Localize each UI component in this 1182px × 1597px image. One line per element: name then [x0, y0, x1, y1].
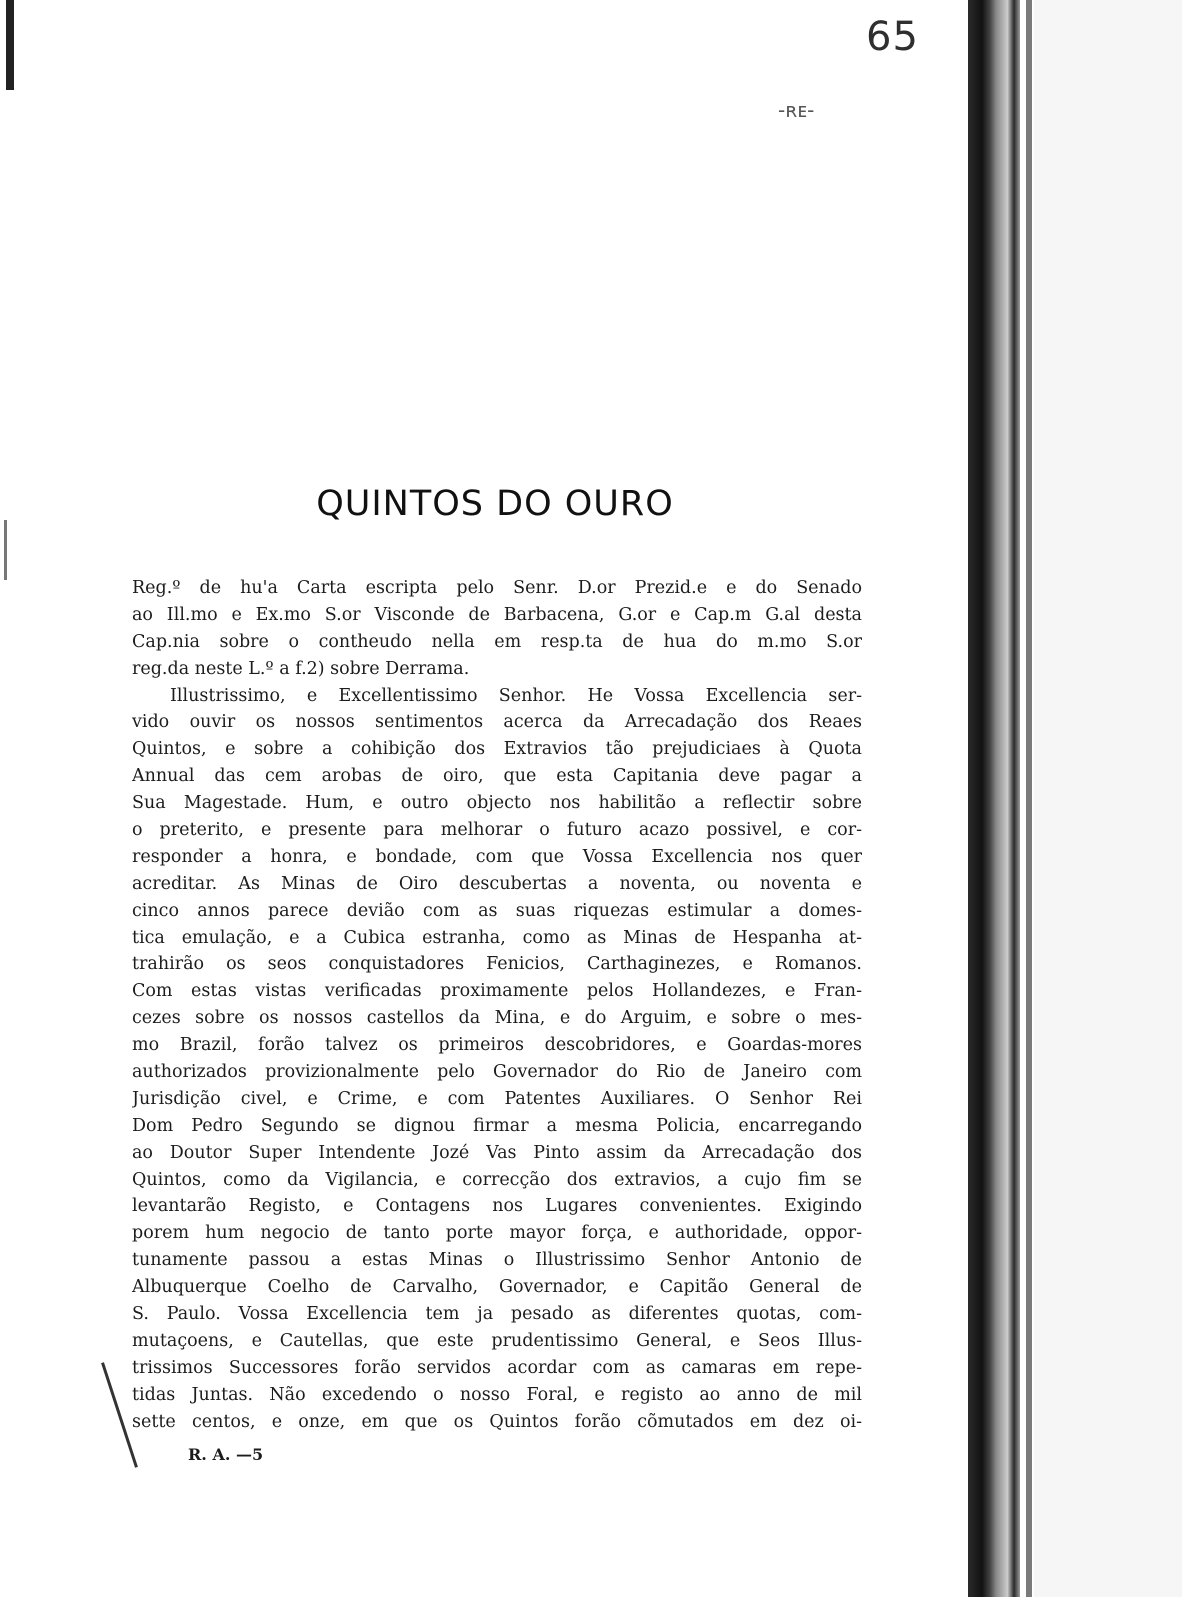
text-line: Albuquerque Coelho de Carvalho, Governador, e Capitão General de [132, 1277, 862, 1298]
text-line: trahirão os seos conquistadores Fenicios, Carthaginezes, e Romanos. [132, 954, 862, 975]
signature-mark: R. A. —5 [188, 1445, 264, 1464]
scan-edge-mark [4, 520, 7, 580]
text-line: ao Doutor Super Intendente Jozé Vas Pinto assim da Arrecadação dos [132, 1142, 862, 1163]
text-line: acreditar. As Minas de Oiro descubertas a noventa, ou noventa e [132, 873, 862, 894]
text-line: authorizados provizionalmente pelo Governador do Rio de Janeiro com [132, 1062, 862, 1083]
text-line: Com estas vistas verificadas proximamente pelos Hollandezes, e Fran- [132, 981, 862, 1002]
text-line: mutaçoens, e Cautellas, que este prudentissimo General, e Seos Illus- [132, 1330, 862, 1351]
text-line: cezes sobre os nossos castellos da Mina, e do Arguim, e sobre o mes- [132, 1008, 862, 1029]
text-line: ao Ill.mo e Ex.mo S.or Visconde de Barbacena, G.or e Cap.m G.al desta [132, 604, 862, 625]
body-text [132, 575, 862, 1436]
text-line: Quintos, como da Vigilancia, e correcção dos extravios, a cujo fim se [132, 1169, 862, 1190]
text-line: o preterito, e presente para melhorar o futuro acazo possivel, e cor- [132, 820, 862, 841]
text-line: Annual das cem arobas de oiro, que esta Capitania deve pagar a [132, 766, 862, 787]
text-line: Dom Pedro Segundo se dignou firmar a mesma Policia, encarregando [132, 1115, 862, 1136]
text-line: tica emulação, e a Cubica estranha, como as Minas de Hespanha at- [132, 927, 862, 948]
text-line: porem hum negocio de tanto porte mayor força, e authoridade, oppor- [132, 1223, 862, 1244]
text-line: Illustrissimo, e Excellentissimo Senhor. He Vossa Excellencia ser- [170, 685, 862, 706]
text-line: tunamente passou a estas Minas o Illustrissimo Senhor Antonio de [132, 1250, 862, 1271]
text-line: vido ouvir os nossos sentimentos acerca da Arrecadação dos Reaes [132, 712, 862, 733]
text-line: sette centos, e onze, em que os Quintos forão cõmutados em dez oi- [132, 1411, 862, 1432]
text-line: tidas Juntas. Não excedendo o nosso Foral, e registo ao anno de mil [132, 1384, 862, 1405]
scan-edge-mark [6, 0, 14, 90]
text-line: responder a honra, e bondade, com que Vossa Excellencia nos quer [132, 846, 862, 867]
text-line: Jurisdição civel, e Crime, e com Patentes Auxiliares. O Senhor Rei [132, 1088, 862, 1109]
text-line: trissimos Successores forão servidos acordar com as camaras em repe- [132, 1357, 862, 1378]
binding-edge [968, 0, 1008, 1597]
text-line: Cap.nia sobre o contheudo nella em resp.ta de hua do m.mo S.or [132, 631, 862, 652]
page-title: QUINTOS DO OURO [316, 484, 674, 524]
text-line: Quintos, e sobre a cohibição dos Extravios tão prejudiciaes à Quota [132, 739, 862, 760]
text-line: levantarão Registo, e Contagens nos Lugares convenientes. Exigindo [132, 1196, 862, 1217]
text-line: reg.da neste L.º a f.2) sobre Derrama. [132, 658, 470, 679]
text-line: Reg.º de hu'a Carta escripta pelo Senr. D.or Prezid.e e do Senado [132, 578, 862, 598]
text-line: S. Paulo. Vossa Excellencia tem ja pesado as diferentes quotas, com- [132, 1304, 862, 1325]
text-line: Sua Magestade. Hum, e outro objecto nos habilitão a reflectir sobre [132, 793, 862, 814]
text-line: mo Brazil, forão talvez os primeiros descobridores, e Goardas-mores [132, 1035, 862, 1056]
binding-edge-shadow [1008, 0, 1020, 1597]
facing-page-margin [1034, 0, 1182, 1597]
text-line: cinco annos parece devião com as suas riquezas estimular a domes- [132, 900, 862, 921]
page-number: 65 [866, 14, 919, 60]
ink-smudge: -ʀᴇ- [778, 98, 815, 122]
binding-edge-line [1026, 0, 1032, 1597]
